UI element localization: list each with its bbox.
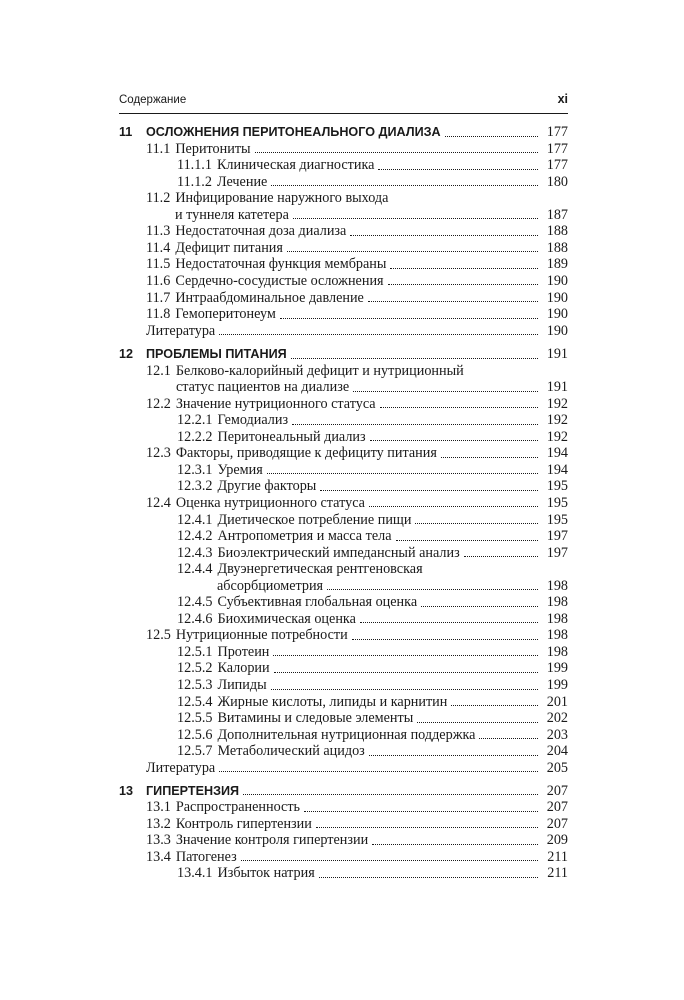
toc-entry[interactable] (177, 157, 568, 174)
section-number: 12.4.6 (177, 610, 213, 627)
page-number: 197 (546, 528, 568, 545)
toc-entry[interactable] (177, 610, 568, 627)
leader-dots (273, 655, 538, 656)
entry-title (146, 363, 464, 380)
entry-text: Факторы, приводящие к дефициту питания (175, 445, 437, 462)
page-number: 190 (546, 322, 568, 339)
leader-dots (291, 358, 538, 359)
toc-entry[interactable] (146, 190, 388, 207)
entry-text: Жирные кислоты, липиды и карнитин (217, 693, 448, 710)
page-number: 198 (546, 577, 568, 594)
section-number: 12.4.1 (177, 511, 213, 528)
section-number: 12.1 (146, 362, 171, 379)
toc-entry[interactable] (177, 561, 423, 578)
section-number: 12.3.2 (177, 478, 213, 495)
entry-title (146, 290, 364, 307)
section-number: 12.4.2 (177, 528, 213, 545)
entry-text: Значение нутриционного статуса (175, 395, 376, 412)
entry-text: Литература (146, 759, 216, 776)
page-number: 190 (546, 289, 568, 306)
section-number: 12.2 (146, 395, 171, 412)
page-number: 199 (546, 660, 568, 677)
section-number: 11.5 (146, 256, 171, 273)
entry-title (146, 396, 376, 413)
entry-text: Уремия (217, 461, 263, 478)
leader-dots (372, 844, 538, 845)
toc-entry[interactable] (146, 362, 464, 379)
toc-entry[interactable] (177, 528, 568, 545)
leader-dots (352, 639, 538, 640)
entry-title (146, 495, 365, 512)
page-number: 197 (546, 544, 568, 561)
entry-title (146, 273, 384, 290)
entry-title (175, 207, 289, 224)
entry-title (146, 256, 386, 273)
toc-entry[interactable] (177, 710, 568, 727)
entry-title (146, 190, 388, 207)
leader-dots (396, 540, 539, 541)
leader-dots (390, 268, 538, 269)
toc-entry-continuation[interactable] (146, 759, 568, 776)
page-number: 177 (546, 157, 568, 174)
page-number: 190 (546, 272, 568, 289)
toc-entry[interactable] (146, 140, 568, 157)
entry-title (177, 710, 413, 727)
chapter-title: ОСЛОЖНЕНИЯ ПЕРИТОНЕАЛЬНОГО ДИАЛИЗА (146, 125, 441, 139)
entry-text: Недостаточная функция мембраны (175, 256, 387, 273)
leader-dots (280, 318, 538, 319)
leader-dots (370, 440, 538, 441)
section-number: 11.1.2 (177, 173, 212, 190)
page-number: 188 (546, 239, 568, 256)
leader-dots (293, 218, 538, 219)
toc-entry[interactable] (146, 223, 568, 240)
section-number: 12.2.1 (177, 412, 213, 429)
section-number: 12.5.4 (177, 693, 213, 710)
entry-title (177, 611, 356, 628)
entry-title (146, 141, 251, 158)
page-number: 204 (546, 743, 568, 760)
toc-entry[interactable] (146, 239, 568, 256)
entry-title (177, 429, 366, 446)
entry-title (146, 760, 215, 777)
leader-dots (327, 589, 538, 590)
page-number: 188 (546, 223, 568, 240)
entry-text: Двуэнергетическая рентгеновская (217, 561, 423, 578)
page-number: 192 (546, 395, 568, 412)
toc-entry[interactable] (177, 643, 568, 660)
entry-title (146, 832, 368, 849)
page-number: 199 (546, 677, 568, 693)
toc-entry[interactable] (177, 511, 568, 528)
section-number: 12.4.3 (177, 544, 213, 561)
page-number: 194 (546, 461, 568, 478)
toc-entry[interactable] (177, 726, 568, 743)
leader-dots (415, 523, 538, 524)
page-number: 198 (546, 610, 568, 627)
page-number: 192 (546, 428, 568, 445)
toc-entry[interactable] (146, 272, 568, 289)
entry-title (177, 561, 423, 578)
chapter-heading[interactable] (146, 124, 568, 141)
toc-entry[interactable] (177, 693, 568, 710)
leader-dots (316, 827, 538, 828)
leader-dots (479, 738, 538, 739)
entry-text: Калории (217, 660, 270, 677)
page-number: 207 (546, 799, 568, 816)
entry-text: Протеин (217, 643, 270, 660)
entry-title (176, 379, 349, 396)
leader-dots (271, 185, 538, 186)
entry-title (146, 323, 215, 340)
entry-text: Оценка нутриционного статуса (175, 494, 365, 511)
leader-dots (417, 722, 538, 723)
toc-entry[interactable] (146, 289, 568, 306)
entry-title (177, 865, 315, 882)
leader-dots (441, 457, 538, 458)
page-number: 190 (546, 306, 568, 323)
toc-entry[interactable] (146, 395, 568, 412)
toc-entry[interactable] (177, 660, 568, 677)
toc-entry[interactable] (177, 461, 568, 478)
section-number: 11.6 (146, 272, 171, 289)
section-number: 12.4.5 (177, 594, 213, 611)
entry-text: статус пациентов на диализе (176, 379, 350, 396)
page-number: 189 (546, 256, 568, 273)
chapter-number: 11 (119, 125, 133, 139)
page-number: 195 (546, 494, 568, 511)
entry-title (146, 627, 348, 644)
section-number: 13.1 (146, 799, 171, 816)
toc-entry[interactable] (146, 815, 568, 832)
leader-dots (350, 235, 538, 236)
entry-title (177, 528, 392, 545)
toc-entry[interactable] (146, 494, 568, 511)
entry-text: Избыток натрия (217, 865, 315, 882)
entry-text: Биоэлектрический импедансный анализ (217, 544, 460, 561)
page-number: 211 (547, 848, 568, 865)
page-number: 198 (546, 627, 568, 644)
page-number: 202 (546, 710, 568, 727)
entry-text: Белково-калорийный дефицит и нутриционный (175, 362, 464, 379)
page-number: 205 (546, 759, 568, 776)
leader-dots (271, 689, 538, 690)
leader-dots (353, 391, 538, 392)
entry-title (177, 660, 270, 677)
section-number: 11.1.1 (177, 157, 212, 174)
leader-dots (451, 705, 538, 706)
entry-text: Значение контроля гипертензии (175, 832, 369, 849)
entry-title (177, 462, 263, 479)
entry-title (177, 644, 269, 661)
page-number: 194 (546, 445, 568, 462)
toc-entry-continuation[interactable] (176, 379, 568, 396)
entry-text: Антропометрия и масса тела (217, 528, 392, 545)
entry-text: Литература (146, 322, 216, 339)
section-number: 12.4.4 (177, 561, 213, 578)
leader-dots (368, 301, 538, 302)
entry-title (146, 223, 346, 240)
entry-title (177, 677, 267, 694)
running-head-title: Содержание (119, 94, 187, 106)
toc-entry[interactable] (177, 478, 568, 495)
section-number: 13.4.1 (177, 865, 213, 882)
leader-dots (241, 860, 538, 861)
section-number: 12.5.1 (177, 643, 213, 660)
toc-entry[interactable] (177, 412, 568, 429)
entry-text: Метаболический ацидоз (217, 743, 365, 760)
leader-dots (320, 490, 538, 491)
entry-text: Гемоперитонеум (175, 306, 276, 323)
entry-title (146, 799, 300, 816)
entry-text: Биохимическая оценка (217, 610, 356, 627)
page-number: 187 (546, 206, 568, 223)
entry-text: Лечение (216, 173, 268, 190)
entry-title (177, 512, 411, 529)
leader-dots (378, 169, 538, 170)
entry-text: и туннеля катетера (175, 206, 289, 223)
leader-dots (360, 622, 538, 623)
leader-dots (243, 794, 538, 795)
entry-text: Распространенность (175, 799, 300, 816)
page-number: 207 (546, 815, 568, 832)
leader-dots (388, 284, 538, 285)
entry-title (177, 174, 267, 191)
entry-title (177, 743, 365, 760)
page-number: 203 (546, 726, 568, 743)
entry-text: Инфицирование наружного выхода (175, 190, 389, 207)
toc-entry[interactable] (146, 627, 568, 644)
toc-entry[interactable] (146, 799, 568, 816)
section-number: 13.2 (146, 815, 171, 832)
page-number: 209 (546, 832, 568, 849)
section-number: 12.4 (146, 494, 171, 511)
entry-title (177, 157, 374, 174)
entry-title (146, 816, 312, 833)
leader-dots (267, 473, 538, 474)
chapter-heading[interactable] (146, 346, 568, 363)
page-number: 198 (546, 594, 568, 611)
chapter-heading[interactable] (146, 782, 568, 799)
toc-entry[interactable] (177, 173, 568, 190)
toc-entry[interactable] (177, 428, 568, 445)
section-number: 11.2 (146, 190, 171, 207)
toc-entry-continuation[interactable] (146, 322, 568, 339)
toc-entry[interactable] (146, 256, 568, 273)
section-number: 12.3 (146, 445, 171, 462)
entry-title (177, 694, 447, 711)
leader-dots (319, 877, 538, 878)
entry-title (177, 478, 316, 495)
page-number: 207 (546, 782, 568, 799)
section-number: 11.7 (146, 289, 171, 306)
toc-entry[interactable] (177, 865, 568, 882)
leader-dots (421, 606, 538, 607)
leader-dots (287, 251, 538, 252)
toc-entry[interactable] (146, 832, 568, 849)
leader-dots (274, 672, 538, 673)
chapter-title: ПРОБЛЕМЫ ПИТАНИЯ (146, 347, 287, 361)
entry-text: Перитонеальный диализ (217, 428, 366, 445)
entry-text: Интраабдоминальное давление (175, 289, 364, 306)
entry-text: Липиды (217, 677, 267, 693)
page-number: 180 (546, 173, 568, 190)
entry-text: Сердечно-сосудистые осложнения (175, 272, 384, 289)
section-number: 12.5.7 (177, 743, 213, 760)
entry-text: Нутриционные потребности (175, 627, 348, 644)
leader-dots (219, 771, 538, 772)
entry-text: Контроль гипертензии (175, 815, 312, 832)
entry-text: Дополнительная нутриционная поддержка (217, 726, 476, 743)
entry-text: абсорбциометрия (217, 577, 324, 594)
chapter-number: 13 (119, 783, 134, 798)
entry-text: Витамины и следовые элементы (217, 710, 414, 727)
section-number: 11.3 (146, 223, 171, 240)
entry-text: Перитониты (175, 140, 251, 157)
leader-dots (369, 506, 538, 507)
entry-text: Другие факторы (217, 478, 317, 495)
page-number: 177 (546, 124, 568, 140)
section-number: 13.3 (146, 832, 171, 849)
page-number: 177 (546, 140, 568, 157)
toc-entry-continuation[interactable] (175, 206, 568, 223)
section-number: 11.8 (146, 306, 171, 323)
section-number: 12.5.5 (177, 710, 213, 727)
page-number: 192 (546, 412, 568, 429)
leader-dots (292, 424, 538, 425)
leader-dots (464, 556, 538, 557)
leader-dots (219, 334, 538, 335)
toc-entry[interactable] (146, 848, 568, 865)
section-number: 12.2.2 (177, 428, 213, 445)
section-number: 12.5.3 (177, 677, 213, 693)
toc-entry[interactable] (177, 544, 568, 561)
toc-entry[interactable] (177, 743, 568, 760)
running-head-page-number: xi (557, 92, 568, 106)
section-number: 12.5.6 (177, 726, 213, 743)
section-number: 12.5 (146, 627, 171, 644)
toc-entry-continuation[interactable] (217, 577, 568, 594)
section-number: 11.4 (146, 239, 171, 256)
entry-text: Диетическое потребление пищи (217, 511, 412, 528)
section-number: 11.1 (146, 140, 171, 157)
page-number: 198 (546, 643, 568, 660)
entry-title (146, 849, 237, 866)
page-number: 195 (546, 478, 568, 495)
leader-dots (304, 811, 538, 812)
chapter-title: ГИПЕРТЕНЗИЯ (146, 783, 240, 798)
entry-text: Патогенез (175, 848, 237, 865)
entry-title (177, 727, 475, 744)
section-number: 12.5.2 (177, 660, 213, 677)
page-number: 191 (546, 346, 568, 362)
entry-title (146, 240, 283, 257)
entry-text: Недостаточная доза диализа (175, 223, 347, 240)
page-number: 201 (546, 693, 568, 710)
leader-dots (445, 136, 538, 137)
entry-text: Дефицит питания (175, 239, 283, 256)
entry-title (177, 412, 288, 429)
entry-text: Гемодиализ (217, 412, 289, 429)
leader-dots (369, 755, 538, 756)
toc-entry[interactable] (177, 677, 568, 694)
entry-title (177, 545, 460, 562)
entry-title (146, 306, 276, 323)
entry-title (217, 578, 323, 595)
entry-title (146, 445, 437, 462)
chapter-number: 12 (119, 347, 134, 361)
page-number: 191 (546, 379, 568, 396)
entry-text: Клиническая диагностика (216, 157, 375, 174)
toc-entry[interactable] (146, 306, 568, 323)
page-number: 195 (546, 511, 568, 528)
leader-dots (255, 152, 538, 153)
leader-dots (380, 407, 538, 408)
section-number: 13.4 (146, 848, 171, 865)
toc-entry[interactable] (177, 594, 568, 611)
entry-text: Субъективная глобальная оценка (217, 594, 418, 611)
section-number: 12.3.1 (177, 461, 213, 478)
page-number: 211 (547, 865, 568, 882)
toc-entry[interactable] (146, 445, 568, 462)
entry-title (177, 594, 417, 611)
